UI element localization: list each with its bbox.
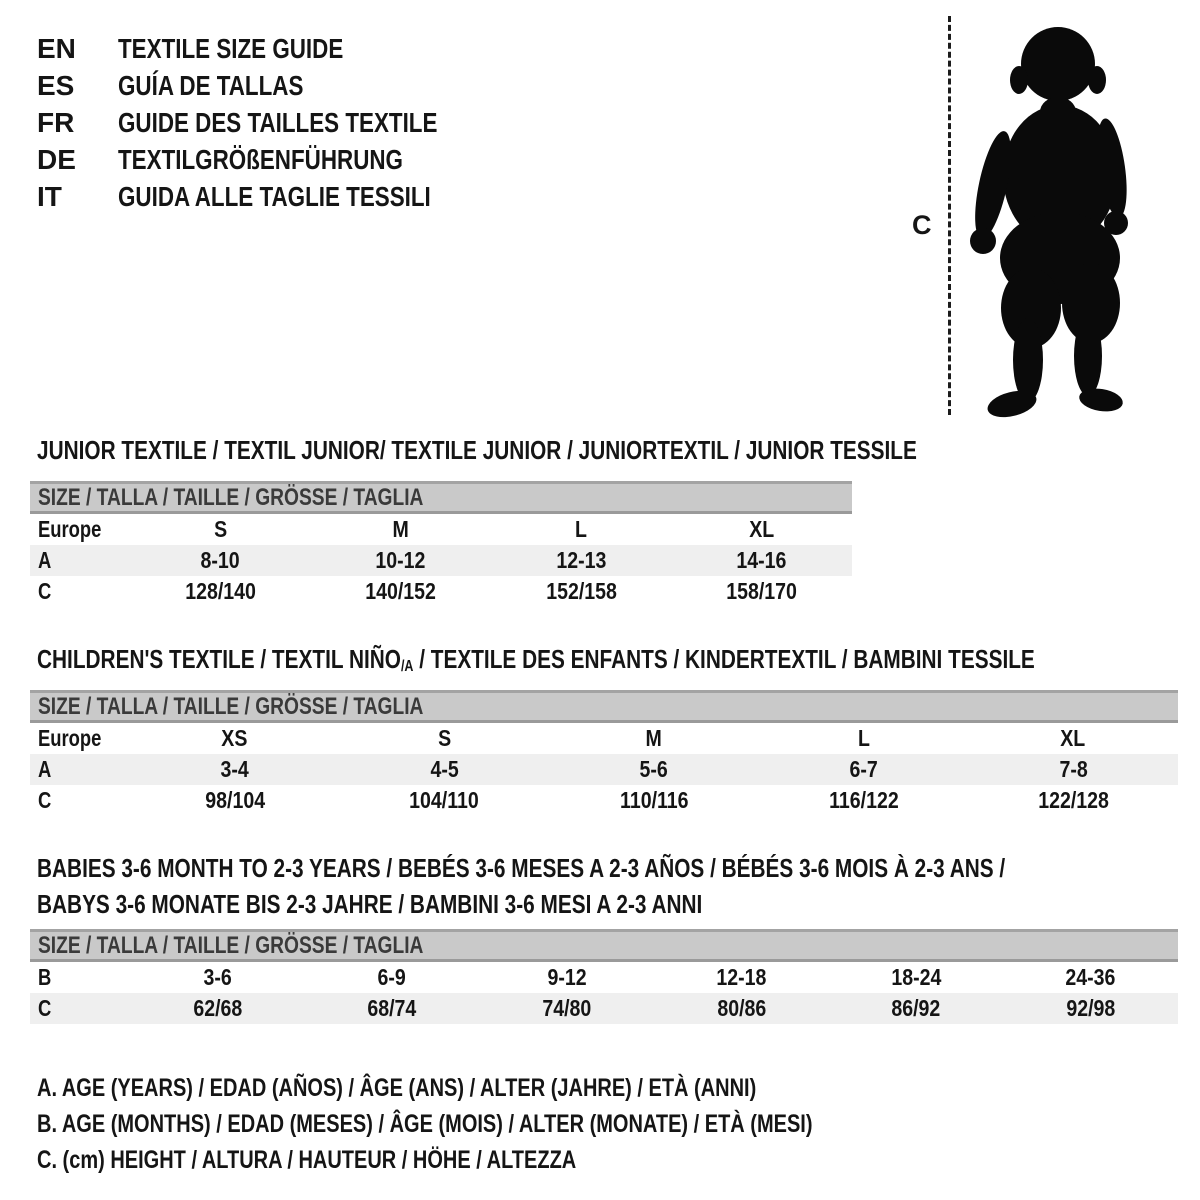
value-cell: 3-4 (220, 756, 249, 782)
section-heading-babies: BABIES 3-6 MONTH TO 2-3 YEARS / BEBÉS 3-6 MESES A 2-3 AÑOS / BÉBÉS 3-6 MOIS À 2-3 ANS / BABYS 3-6 MONATE BIS 2-3 JAHRE / BAMBINI 3-6 MESI A 2-3 ANNI (37, 853, 1006, 919)
value-cell: 152/158 (545, 578, 617, 604)
row-label: C (38, 995, 52, 1021)
value-cell: 74/80 (542, 995, 592, 1021)
legend-line-b: B. AGE (MONTHS) / EDAD (MESES) / ÂGE (MOIS) / ALTER (MONATE) / ETÀ (MESI) (37, 1110, 813, 1138)
value-cell: 6-7 (849, 756, 878, 782)
language-code: ES (37, 69, 75, 101)
row-label: A (38, 756, 52, 782)
table-row (30, 514, 852, 545)
size-cell: XS (221, 725, 248, 751)
size-table-header-bar: SIZE / TALLA / TAILLE / GRÖSSE / TAGLIA (30, 690, 1178, 723)
value-cell: 62/68 (192, 995, 242, 1021)
table-row (30, 576, 852, 607)
language-row (37, 30, 517, 67)
size-cell: S (213, 516, 227, 542)
value-cell: 24-36 (1065, 964, 1116, 990)
children-size-table (30, 690, 1178, 816)
value-cell: 7-8 (1059, 756, 1088, 782)
size-cell: M (645, 725, 663, 751)
language-title: TEXTILE SIZE GUIDE (118, 32, 344, 64)
table-row (30, 723, 1178, 754)
size-cell: XL (749, 516, 775, 542)
row-label: Europe (38, 516, 102, 542)
junior-size-table (30, 481, 852, 607)
height-measure-line (948, 16, 951, 415)
size-cell: XL (1060, 725, 1086, 751)
value-cell: 18-24 (891, 964, 942, 990)
legend-line-a: A. AGE (YEARS) / EDAD (AÑOS) / ÂGE (ANS) / ALTER (JAHRE) / ETÀ (ANNI) (37, 1074, 757, 1102)
language-title: GUIDE DES TAILLES TEXTILE (118, 106, 438, 138)
language-row (37, 178, 517, 215)
value-cell: 86/92 (891, 995, 941, 1021)
value-cell: 8-10 (200, 547, 240, 573)
size-cell: M (392, 516, 409, 542)
value-cell: 98/104 (204, 787, 265, 813)
language-code: DE (37, 143, 76, 175)
language-code: FR (37, 106, 75, 138)
value-cell: 4-5 (430, 756, 459, 782)
section-heading-children: CHILDREN'S TEXTILE / TEXTIL NIÑO/A / TEXTILE DES ENFANTS / KINDERTEXTIL / BAMBINI TESSILE (37, 644, 1035, 675)
table-row (30, 962, 1178, 993)
value-cell: 122/128 (1037, 787, 1109, 813)
value-cell: 6-9 (377, 964, 407, 990)
table-row (30, 785, 1178, 816)
value-cell: 9-12 (547, 964, 587, 990)
language-row (37, 141, 517, 178)
row-label: Europe (38, 725, 102, 751)
value-cell: 80/86 (716, 995, 766, 1021)
language-title: TEXTILGRÖßENFÜHRUNG (118, 143, 403, 175)
value-cell: 110/116 (619, 787, 689, 813)
value-cell: 68/74 (367, 995, 417, 1021)
size-table-header-bar: SIZE / TALLA / TAILLE / GRÖSSE / TAGLIA (30, 481, 852, 514)
value-cell: 10-12 (375, 547, 426, 573)
value-cell: 128/140 (184, 578, 256, 604)
table-row (30, 993, 1178, 1024)
size-cell: S (437, 725, 451, 751)
value-cell: 116/122 (828, 787, 899, 813)
table-row (30, 545, 852, 576)
section-heading-junior: JUNIOR TEXTILE / TEXTIL JUNIOR/ TEXTILE JUNIOR / JUNIORTEXTIL / JUNIOR TESSILE (37, 435, 917, 465)
value-cell: 92/98 (1066, 995, 1116, 1021)
value-cell: 5-6 (639, 756, 669, 782)
value-cell: 12-18 (716, 964, 767, 990)
size-cell: L (575, 516, 588, 542)
language-title: GUÍA DE TALLAS (118, 69, 304, 101)
value-cell: 3-6 (203, 964, 232, 990)
measurement-legend (37, 1070, 1006, 1178)
legend-line-c: C. (cm) HEIGHT / ALTURA / HAUTEUR / HÖHE / ALTEZZA (37, 1146, 577, 1174)
nino-a-subscript: /A (400, 657, 414, 675)
value-cell: 140/152 (365, 578, 437, 604)
language-row (37, 104, 517, 141)
value-cell: 14-16 (736, 547, 787, 573)
value-cell: 12-13 (556, 547, 607, 573)
language-title: GUIDA ALLE TAGLIE TESSILI (118, 180, 431, 212)
size-cell: L (857, 725, 870, 751)
row-label: C (38, 787, 52, 813)
size-table-header-bar: SIZE / TALLA / TAILLE / GRÖSSE / TAGLIA (30, 929, 1178, 962)
language-code: EN (37, 32, 76, 64)
language-title-list (37, 30, 517, 215)
language-code: IT (37, 180, 62, 212)
row-label: C (38, 578, 52, 604)
value-cell: 158/170 (726, 578, 798, 604)
value-cell: 104/110 (409, 787, 480, 813)
row-label: B (38, 964, 52, 990)
language-row (37, 67, 517, 104)
table-row (30, 754, 1178, 785)
row-label: A (38, 547, 52, 573)
height-measure-label: C (912, 210, 932, 240)
babies-size-table (30, 929, 1178, 1024)
baby-silhouette-icon (960, 20, 1145, 418)
